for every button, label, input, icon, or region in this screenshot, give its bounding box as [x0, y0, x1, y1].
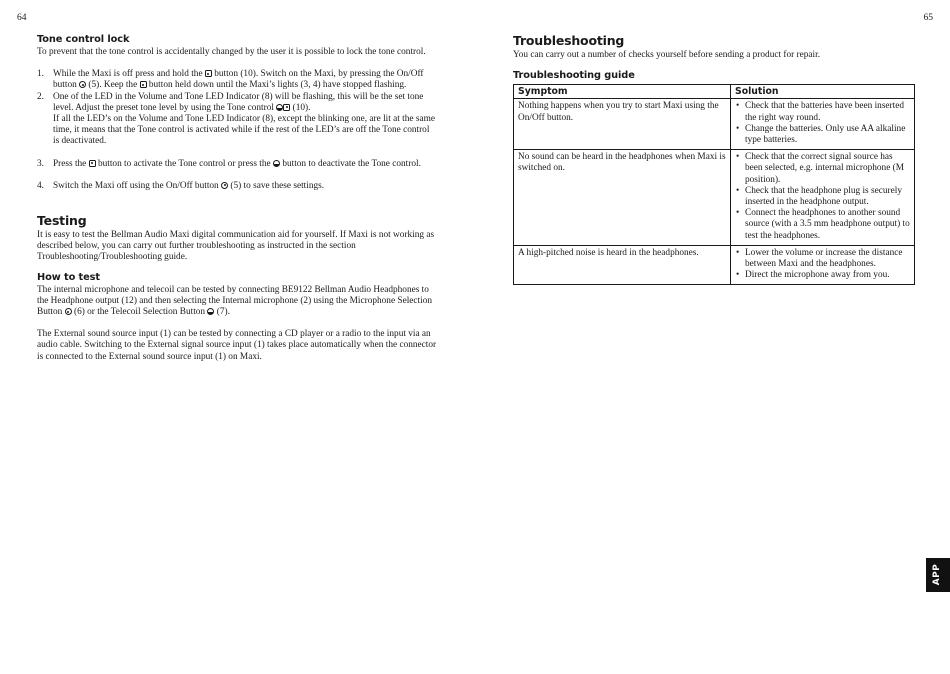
- telecoil-selection-icon: [207, 308, 214, 315]
- symptom-cell: No sound can be heard in the headphones when Maxi is switched on.: [514, 150, 731, 246]
- how-to-test-para-2: The External sound source input (1) can be tested by connecting a CD player or a radio to the input via an audio cable. Switching to the External signal source input (1) takes place automatically when the connector is connected to the External sound source input (1) on Maxi.: [37, 329, 437, 362]
- solution-item: • Change the batteries. Only use AA alkaline type batteries.: [735, 124, 910, 146]
- step-number: 4.: [37, 180, 44, 191]
- troubleshooting-heading: Troubleshooting: [513, 33, 625, 48]
- solution-item: • Direct the microphone away from you.: [735, 270, 910, 281]
- solution-item: • Connect the headphones to another sound source (with a 3.5 mm headphone output) to test the headphones.: [735, 208, 910, 242]
- troubleshooting-intro: You can carry out a number of checks yourself before sending a product for repair.: [513, 50, 821, 60]
- tone-button-icon: [205, 70, 212, 77]
- column-header-symptom: Symptom: [514, 85, 731, 99]
- step-3: 3. Press the button to activate the Tone control or press the button to deactivate the Tone control.: [37, 158, 421, 169]
- page-number-right: 65: [923, 13, 933, 23]
- step-number: 3.: [37, 158, 44, 169]
- power-button-icon: [79, 81, 86, 88]
- step-number: 2.: [37, 91, 44, 102]
- solution-cell: [731, 99, 915, 150]
- testing-heading: Testing: [37, 213, 87, 229]
- power-button-icon: [221, 182, 228, 189]
- tone-button-icon: [140, 81, 147, 88]
- tone-control-lock-intro: To prevent that the tone control is accidentally changed by the user it is possible to lock the tone control.: [37, 47, 426, 57]
- table-row: [514, 99, 915, 150]
- solution-item: • Check that the batteries have been inserted the right way round.: [735, 101, 910, 123]
- solution-item: • Check that the headphone plug is securely inserted in the headphone output.: [735, 186, 910, 208]
- tone-control-lock-heading: Tone control lock: [37, 34, 130, 45]
- solution-cell: [731, 150, 915, 246]
- symptom-cell: Nothing happens when you try to start Maxi using the On/Off button.: [514, 99, 731, 150]
- table-header-row: [514, 85, 915, 99]
- step-number: 1.: [37, 69, 44, 80]
- table-row: [514, 245, 915, 285]
- right-column: [513, 33, 915, 285]
- step-4: 4. Switch the Maxi off using the On/Off button (5) to save these settings.: [37, 180, 325, 191]
- solution-item: • Check that the correct signal source has been selected, e.g. internal microphone (M position).: [735, 152, 910, 186]
- app-tab-label: APP: [932, 564, 943, 586]
- minus-button-icon: [273, 160, 280, 167]
- left-column: [37, 33, 437, 363]
- page-number-left: 64: [17, 13, 27, 23]
- table-row: [514, 150, 915, 246]
- solution-item: • Lower the volume or increase the distance between Maxi and the headphones.: [735, 248, 910, 270]
- step-2: 2. One of the LED in the Volume and Tone LED Indicator (8) will be flashing, this will be the set tone level. Adjust the preset tone level by using the Tone control (10). If all the LED’s on the Volume and Tone LED Indicator (8), except the blinking one, are lit at the same time, it means that the Tone control is activated while if the rest of the LED’s are off the Tone control is deactivated.: [37, 91, 435, 147]
- tone-button-icon: [89, 160, 96, 167]
- step-1: 1. While the Maxi is off press and hold the button (10). Switch on the Maxi, by pressing the On/Off button (5). Keep the button held down until the Maxi’s lights (3, 4) have stopped flashing.: [37, 69, 424, 91]
- how-to-test-heading: How to test: [37, 271, 100, 283]
- troubleshooting-table: [513, 84, 915, 285]
- minus-button-icon: [276, 104, 283, 111]
- testing-intro: It is easy to test the Bellman Audio Maxi digital communication aid for yourself. If Maxi is not working as described below, you can carry out further troubleshooting as instructed in the section Troubleshooting/Troubleshooting guide.: [37, 230, 435, 263]
- microphone-selection-icon: [65, 308, 72, 315]
- tone-button-icon: [283, 104, 290, 111]
- steps-list: [37, 69, 437, 192]
- column-header-solution: Solution: [731, 85, 915, 99]
- troubleshooting-guide-heading: Troubleshooting guide: [513, 70, 635, 82]
- solution-cell: [731, 245, 915, 285]
- symptom-cell: A high-pitched noise is heard in the headphones.: [514, 245, 731, 285]
- how-to-test-para-1: The internal microphone and telecoil can be tested by connecting BE9122 Bellman Audio Headphones to the Headphone output (12) and then selecting the Internal microphone (2) using the Microphone Selection Button (6) or the Telecoil Selection Button (7).: [37, 284, 433, 318]
- app-section-tab[interactable]: [926, 558, 950, 592]
